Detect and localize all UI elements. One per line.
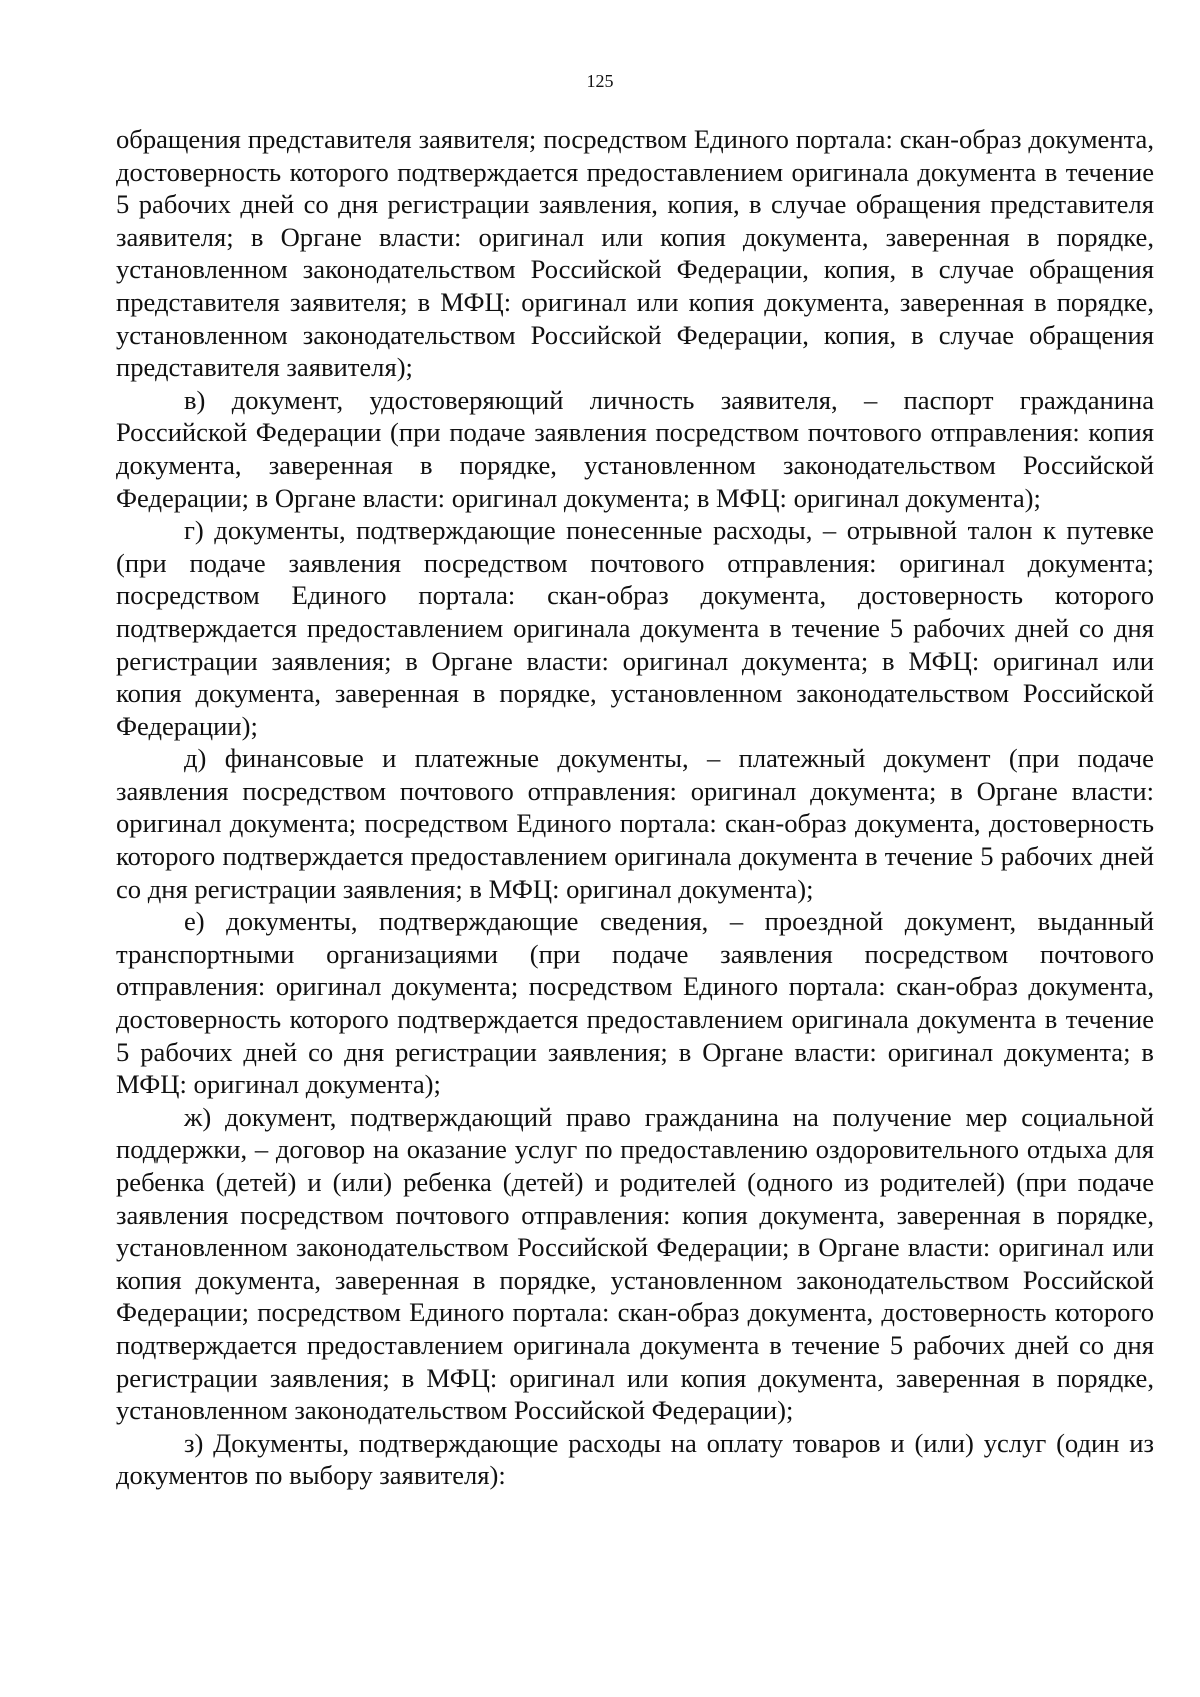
paragraph-continuation: обращения представителя заявителя; посредством Единого портала: скан-образ документа, достоверность которого подтверждается предоставлением оригинала документа в течение 5 рабочих дней со дня регистрации заявления, копия, в случае обращения представителя заявителя; в Органе власти: оригинал или копия документа, заверенная в порядке, установленном законодательством Российской Федерации, копия, в случае обращения представителя заявителя; в МФЦ: оригинал или копия документа, заверенная в порядке, установленном законодательством Российской Федерации, копия, в случае обращения представителя заявителя); [116,124,1154,383]
paragraph-item-z: з) Документы, подтверждающие расходы на оплату товаров и (или) услуг (один из документов по выбору заявителя): [116,1427,1154,1491]
paragraph-item-d: д) финансовые и платежные документы, – платежный документ (при подаче заявления посредством почтового отправления: оригинал документа; в Органе власти: оригинал документа; посредством Единого портала: скан-образ документа, достоверность которого подтверждается предоставлением оригинала документа в течение 5 рабочих дней со дня регистрации заявления; в МФЦ: оригинал документа); [116,743,1154,904]
paragraph-item-g: г) документы, подтверждающие понесенные расходы, – отрывной талон к путевке (при подаче заявления посредством почтового отправления: оригинал документа; посредством Единого портала: скан-образ документа, достоверность которого подтверждается предоставлением оригинала документа в течение 5 рабочих дней со дня регистрации заявления; в Органе власти: оригинал документа; в МФЦ: оригинал или копия документа, заверенная в порядке, установленном законодательством Российской Федерации); [116,515,1154,741]
paragraph-item-zh: ж) документ, подтверждающий право гражданина на получение мер социальной поддержки, – договор на оказание услуг по предоставлению оздоровительного отдыха для ребенка (детей) и (или) ребенка (детей) и родителей (одного из родителей) (при подаче заявления посредством почтового отправления: копия документа, заверенная в порядке, установленном законодательством Российской Федерации; в Органе власти: оригинал или копия документа, заверенная в порядке, установленном законодательством Российской Федерации; посредством Единого портала: скан-образ документа, достоверность которого подтверждается предоставлением оригинала документа в течение 5 рабочих дней со дня регистрации заявления; в МФЦ: оригинал или копия документа, заверенная в порядке, установленном законодательством Российской Федерации); [116,1101,1154,1426]
paragraph-item-v: в) документ, удостоверяющий личность заявителя, – паспорт гражданина Российской Федерации (при подаче заявления посредством почтового отправления: копия документа, заверенная в порядке, установленном законодательством Российской Федерации; в Органе власти: оригинал документа; в МФЦ: оригинал документа); [116,384,1154,513]
paragraph-item-e: е) документы, подтверждающие сведения, – проездной документ, выданный транспортными организациями (при подаче заявления посредством почтового отправления: оригинал документа; посредством Единого портала: скан-образ документа, достоверность которого подтверждается предоставлением оригинала документа в течение 5 рабочих дней со дня регистрации заявления; в Органе власти: оригинал документа; в МФЦ: оригинал документа); [116,906,1154,1100]
document-body [116,123,1154,1492]
page-number: 125 [586,71,614,91]
